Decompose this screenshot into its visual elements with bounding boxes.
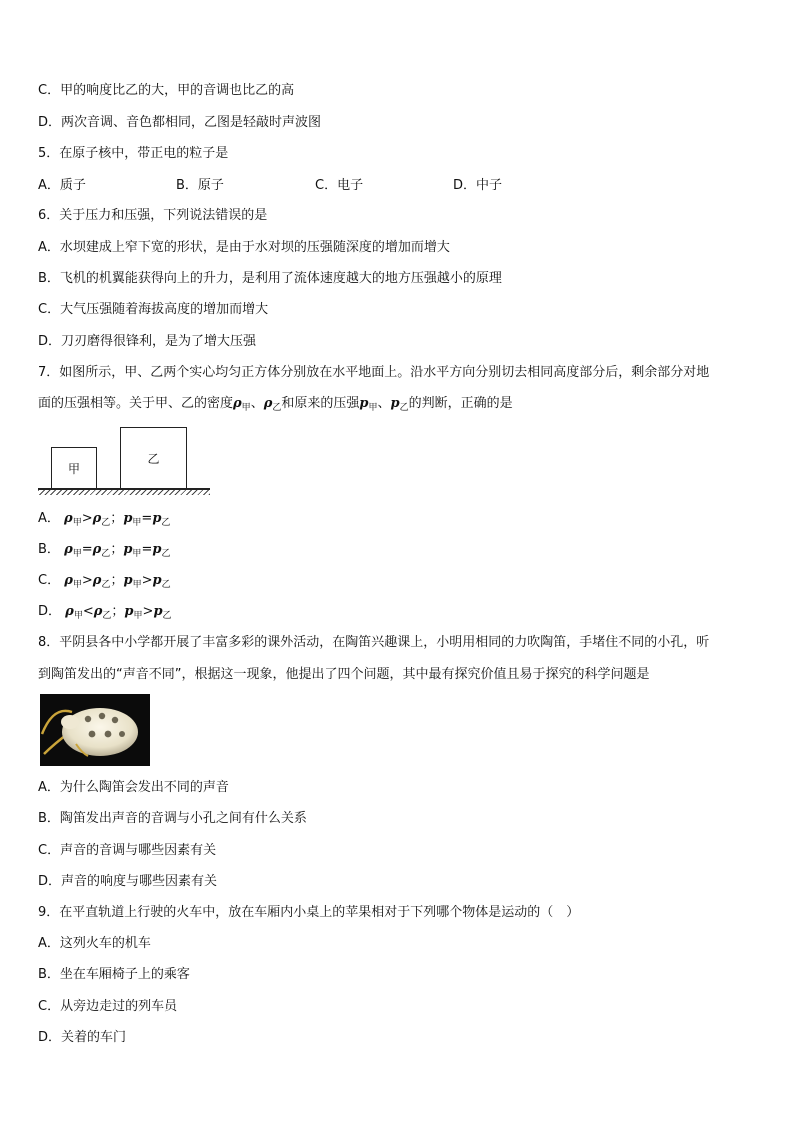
q9-option-a: A．这列火车的机车 [38, 936, 151, 951]
cube-yi: 乙 [120, 427, 187, 489]
q6-option-d: D．刀刃磨得很锋利，是为了增大压强 [38, 334, 257, 349]
q7-option-d: D． $\rho_甲<\rho_乙$；$p_甲>p_乙$ [38, 604, 172, 621]
q6-option-c: C．大气压强随着海拔高度的增加而增大 [38, 302, 269, 317]
q5-option-c: C．电子 [315, 178, 364, 193]
q9-option-b: B．坐在车厢椅子上的乘客 [38, 967, 190, 982]
q8-option-d: D．声音的响度与哪些因素有关 [38, 874, 218, 889]
q9-option-d: D．关着的车门 [38, 1030, 127, 1045]
q7-option-b: B． $\rho_甲=\rho_乙$；$p_甲=p_乙$ [38, 542, 171, 559]
q7-stem-line2: 面的压强相等。关于甲、乙的密度$\rho_甲$、$\rho_乙$和原来的压强$p_甲$、$p_乙$的判断，正确的是 [38, 396, 513, 413]
q5-option-a: A．质子 [38, 178, 86, 193]
q8-stem-line1: 8．平阴县各中小学都开展了丰富多彩的课外活动，在陶笛兴趣课上，小明用相同的力吹陶笛，手堵住不同的小孔，听 [38, 635, 710, 650]
ground-hatch [38, 490, 210, 495]
q6-stem: 6．关于压力和压强，下列说法错误的是 [38, 208, 268, 223]
q7-option-c: C． $\rho_甲>\rho_乙$；$p_甲>p_乙$ [38, 573, 171, 590]
ocarina-photo [40, 694, 150, 766]
q8-stem-line2: 到陶笛发出的“声音不同”，根据这一现象，他提出了四个问题，其中最有探究价值且易于探究的科学问题是 [38, 667, 650, 682]
q8-option-a: A．为什么陶笛会发出不同的声音 [38, 780, 229, 795]
q6-option-a: A．水坝建成上窄下宽的形状，是由于水对坝的压强随深度的增加而增大 [38, 240, 450, 255]
q9-stem: 9．在平直轨道上行驶的火车中，放在车厢内小桌上的苹果相对于下列哪个物体是运动的（ ） [38, 905, 580, 920]
q4-option-c: C．甲的响度比乙的大，甲的音调也比乙的高 [38, 83, 295, 98]
q7-option-a: A． $\rho_甲>\rho_乙$；$p_甲=p_乙$ [38, 511, 171, 528]
cube-jia: 甲 [51, 447, 97, 489]
q8-option-b: B．陶笛发出声音的音调与小孔之间有什么关系 [38, 811, 307, 826]
q5-stem: 5．在原子核中，带正电的粒子是 [38, 146, 229, 161]
q8-option-c: C．声音的音调与哪些因素有关 [38, 843, 217, 858]
q4-option-d: D．两次音调、音色都相同，乙图是轻敲时声波图 [38, 115, 322, 130]
q9-option-c: C．从旁边走过的列车员 [38, 999, 178, 1014]
q5-option-b: B．原子 [176, 178, 224, 193]
ocarina-image [40, 694, 150, 766]
q5-option-d: D．中子 [453, 178, 503, 193]
q7-cubes-figure [38, 425, 213, 495]
q6-option-b: B．飞机的机翼能获得向上的升力，是利用了流体速度越大的地方压强越小的原理 [38, 271, 502, 286]
q7-stem-line1: 7．如图所示，甲、乙两个实心均匀正方体分别放在水平地面上。沿水平方向分别切去相同高度部分后，剩余部分对地 [38, 365, 710, 380]
